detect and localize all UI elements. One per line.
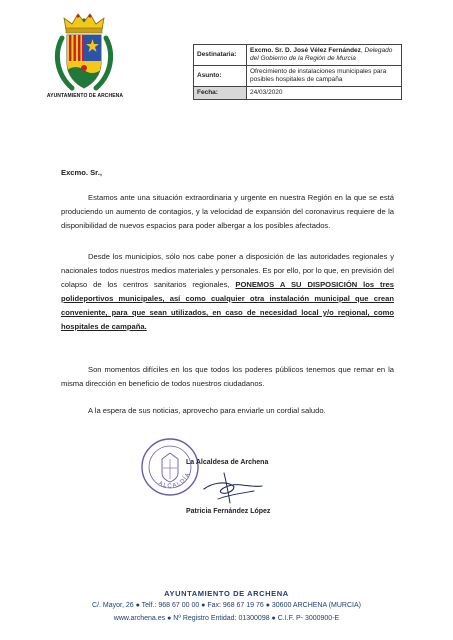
paragraph-1: Estamos ante una situación extraordinaria y urgente en nuestra Región en la que se está produciendo un aumento de contagios, y la velocidad de expansión del coronavirus requiere de la disponibilidad de nuevos espacios para poder albergar a los posibles afectados. bbox=[61, 193, 394, 230]
coat-of-arms-icon bbox=[50, 8, 118, 98]
destinataria-row bbox=[194, 45, 402, 66]
footer-title: AYUNTAMIENTO DE ARCHENA bbox=[164, 589, 289, 598]
footer-web-registry: www.archena.es ● Nº Registro Entidad: 01300098 ● C.I.F. P- 3000900-E bbox=[113, 615, 340, 622]
destinataria-separator: , bbox=[360, 47, 365, 54]
footer-address: C/. Mayor, 26 ● Telf.: 968 67 00 00 ● Fax: 968 67 19 76 ● 30600 ARCHENA (MURCIA) bbox=[92, 602, 361, 609]
handwritten-signature bbox=[198, 469, 264, 507]
header-table bbox=[193, 44, 402, 100]
paragraph-3: Son momentos difíciles en los que todos los poderes públicos tenemos que remar en la misma dirección en beneficio de todos nuestros ciudadanos. bbox=[61, 365, 394, 388]
svg-text:ALCALDÍA bbox=[157, 471, 192, 489]
paragraph-2-text: Desde los municipios, sólo nos cabe poner a disposición de las autoridades regionales y nacionales todos nuestros medios materiales y personales. Es por ello, por lo que, en previsión del colapso de los centros sanitarios regionales, bbox=[61, 252, 394, 289]
official-stamp-icon bbox=[140, 437, 200, 497]
paragraph-4: A la espera de sus noticias, aprovecho para enviarle un cordial saludo. bbox=[88, 406, 326, 415]
destinataria-value bbox=[247, 45, 402, 66]
destinataria-position: Delegado del Gobierno de la Región de Murcia bbox=[250, 47, 393, 62]
signatory-name: Patricia Fernández López bbox=[186, 508, 271, 515]
paragraph-2 bbox=[61, 250, 394, 334]
fecha-value: 24/03/2020 bbox=[247, 87, 402, 100]
asunto-label: Asunto: bbox=[194, 66, 247, 87]
salutation: Excmo. Sr., bbox=[61, 168, 102, 177]
asunto-value: Ofrecimiento de instalaciones municipales para posibles hospitales de campaña bbox=[247, 66, 402, 87]
fecha-label: Fecha: bbox=[194, 87, 247, 100]
destinataria-name: Excmo. Sr. D. José Vélez Fernández bbox=[250, 47, 361, 54]
fecha-row bbox=[194, 87, 402, 100]
destinataria-label: Destinataria: bbox=[194, 45, 247, 66]
asunto-row bbox=[194, 66, 402, 87]
stamp-text: ALCALDÍA bbox=[157, 471, 192, 490]
signatory-role: La Alcaldesa de Archena bbox=[186, 459, 269, 466]
crest-caption: AYUNTAMIENTO DE ARCHENA bbox=[46, 93, 124, 99]
paragraph-2-emphasis: PONEMOS A SU DISPOSICIÓN los tres polideportivos municipales, así como cualquier otra instalación municipal que crean conveniente, para que sean utilizados, en caso de necesidad local y/o regional, como hospitales de campaña. bbox=[61, 280, 394, 331]
